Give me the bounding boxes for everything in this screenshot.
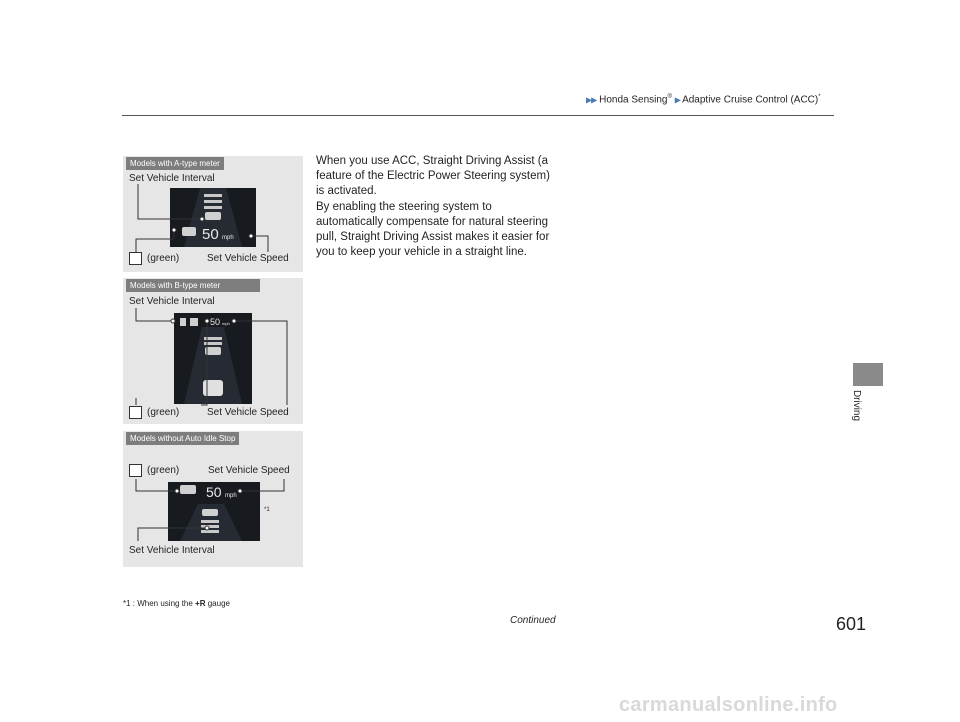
set-speed-label: Set Vehicle Speed	[208, 465, 290, 476]
green-label: (green)	[147, 465, 180, 476]
panel-a-type-meter	[123, 156, 303, 272]
speed-unit: mph	[225, 493, 237, 499]
panel-tag: Models with B-type meter	[126, 279, 260, 292]
breadcrumb-arrow-icon: ▶▶	[586, 95, 597, 105]
paragraph: By enabling the steering system to automatically compensate for natural steering pull, Straight Driving Assist makes it easier for you to keep your vehicle in a straight line.	[316, 200, 550, 259]
set-interval-label: Set Vehicle Interval	[129, 296, 215, 307]
watermark: carmanualsonline.info	[619, 694, 838, 716]
footnote-tail: gauge	[205, 599, 230, 608]
speed-number: 50	[206, 484, 222, 500]
green-label: (green)	[147, 407, 180, 418]
continued-label: Continued	[510, 615, 556, 626]
registered-mark: ®	[667, 94, 672, 100]
panel-without-auto-idle-stop	[123, 431, 303, 567]
speed-number: 50	[202, 226, 219, 243]
optional-star: *	[818, 94, 821, 100]
running-header	[586, 94, 821, 105]
set-speed-label: Set Vehicle Speed	[207, 407, 289, 418]
chapter-label: Driving	[851, 389, 863, 422]
set-speed-label: Set Vehicle Speed	[207, 253, 289, 264]
speed-unit: mph	[222, 235, 234, 241]
footnote	[123, 599, 230, 608]
breadcrumb-acc: Adaptive Cruise Control (ACC)	[682, 94, 819, 106]
acc-indicator-icon	[129, 406, 142, 419]
page-number: 601	[836, 614, 867, 634]
paragraph: When you use ACC, Straight Driving Assist (a feature of the Electric Power Steering system) is activated.	[316, 155, 550, 198]
callout-lines	[123, 278, 303, 424]
footnote-text: *1 : When using the	[123, 599, 196, 608]
panel-b-type-meter	[123, 278, 303, 424]
set-interval-label: Set Vehicle Interval	[129, 173, 215, 184]
body-text	[316, 154, 558, 260]
set-interval-label: Set Vehicle Interval	[129, 545, 215, 556]
footnote-marker: *1	[264, 507, 270, 513]
acc-indicator-icon	[129, 252, 142, 265]
breadcrumb-arrow-icon: ▶	[674, 95, 680, 105]
header-rule	[122, 115, 834, 116]
panel-tag: Models without Auto Idle Stop	[126, 432, 239, 445]
speed-number: 50	[210, 317, 221, 327]
panel-tag: Models with A-type meter	[126, 157, 224, 170]
green-label: (green)	[147, 253, 180, 264]
breadcrumb-honda-sensing: Honda Sensing	[599, 94, 668, 106]
speed-unit: mph	[222, 321, 230, 326]
footnote-gauge: +R	[195, 599, 206, 608]
